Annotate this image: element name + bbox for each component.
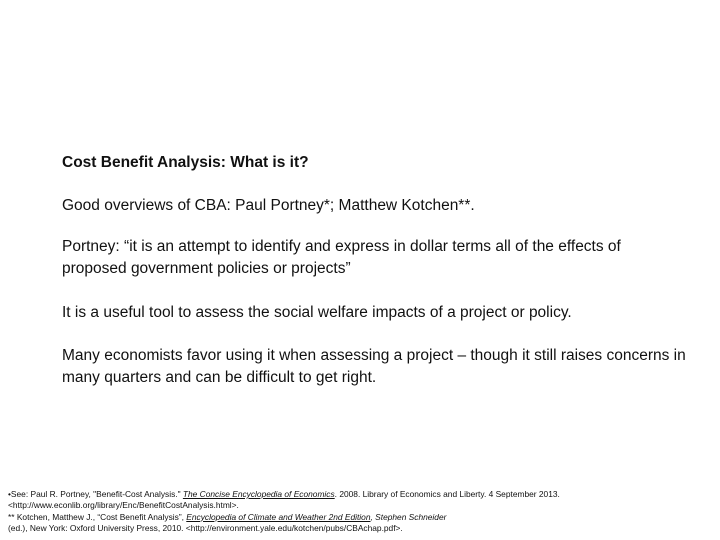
footnote-2 xyxy=(8,512,708,523)
paragraph-portney-quote: Portney: “it is an attempt to identify and express in dollar terms all of the effects of proposed government policies or projects” xyxy=(62,238,621,277)
paragraph-useful-tool: It is a useful tool to assess the social welfare impacts of a project or policy. xyxy=(62,304,572,321)
footnote-1-text-end: . 2008. Library of Economics and Liberty. 4 September 2013. xyxy=(334,489,560,499)
slide-title: Cost Benefit Analysis: What is it? xyxy=(62,154,309,171)
footnote-1-source-link[interactable]: The Concise Encyclopedia of Economics xyxy=(182,489,335,499)
footnote-2-text: ** Kotchen, Matthew J., “Cost Benefit Analysis”, xyxy=(8,511,187,522)
footnote-2-publisher: (ed.), New York: Oxford University Press, 2010. <http://environment.yale.edu/kotchen/pubs/CBAchap.pdf>. xyxy=(8,522,403,533)
footnote-2-source-link[interactable]: Encyclopedia of Climate and Weather 2nd Edition xyxy=(186,511,371,522)
paragraph-economists: Many economists favor using it when assessing a project – though it still raises concerns in many quarters and can be difficult to get right. xyxy=(62,347,686,386)
footnotes xyxy=(8,489,708,534)
footnote-1 xyxy=(8,489,708,500)
footnote-2-editor: , Stephen Schneider xyxy=(370,511,447,522)
paragraph-overviews: Good overviews of CBA: Paul Portney*; Matthew Kotchen**. xyxy=(62,197,475,214)
footnote-1-url: <http://www.econlib.org/library/Enc/BenefitCostAnalysis.html>. xyxy=(8,500,239,511)
footnote-1-text: •See: Paul R. Portney, "Benefit-Cost Analysis." xyxy=(8,489,183,499)
